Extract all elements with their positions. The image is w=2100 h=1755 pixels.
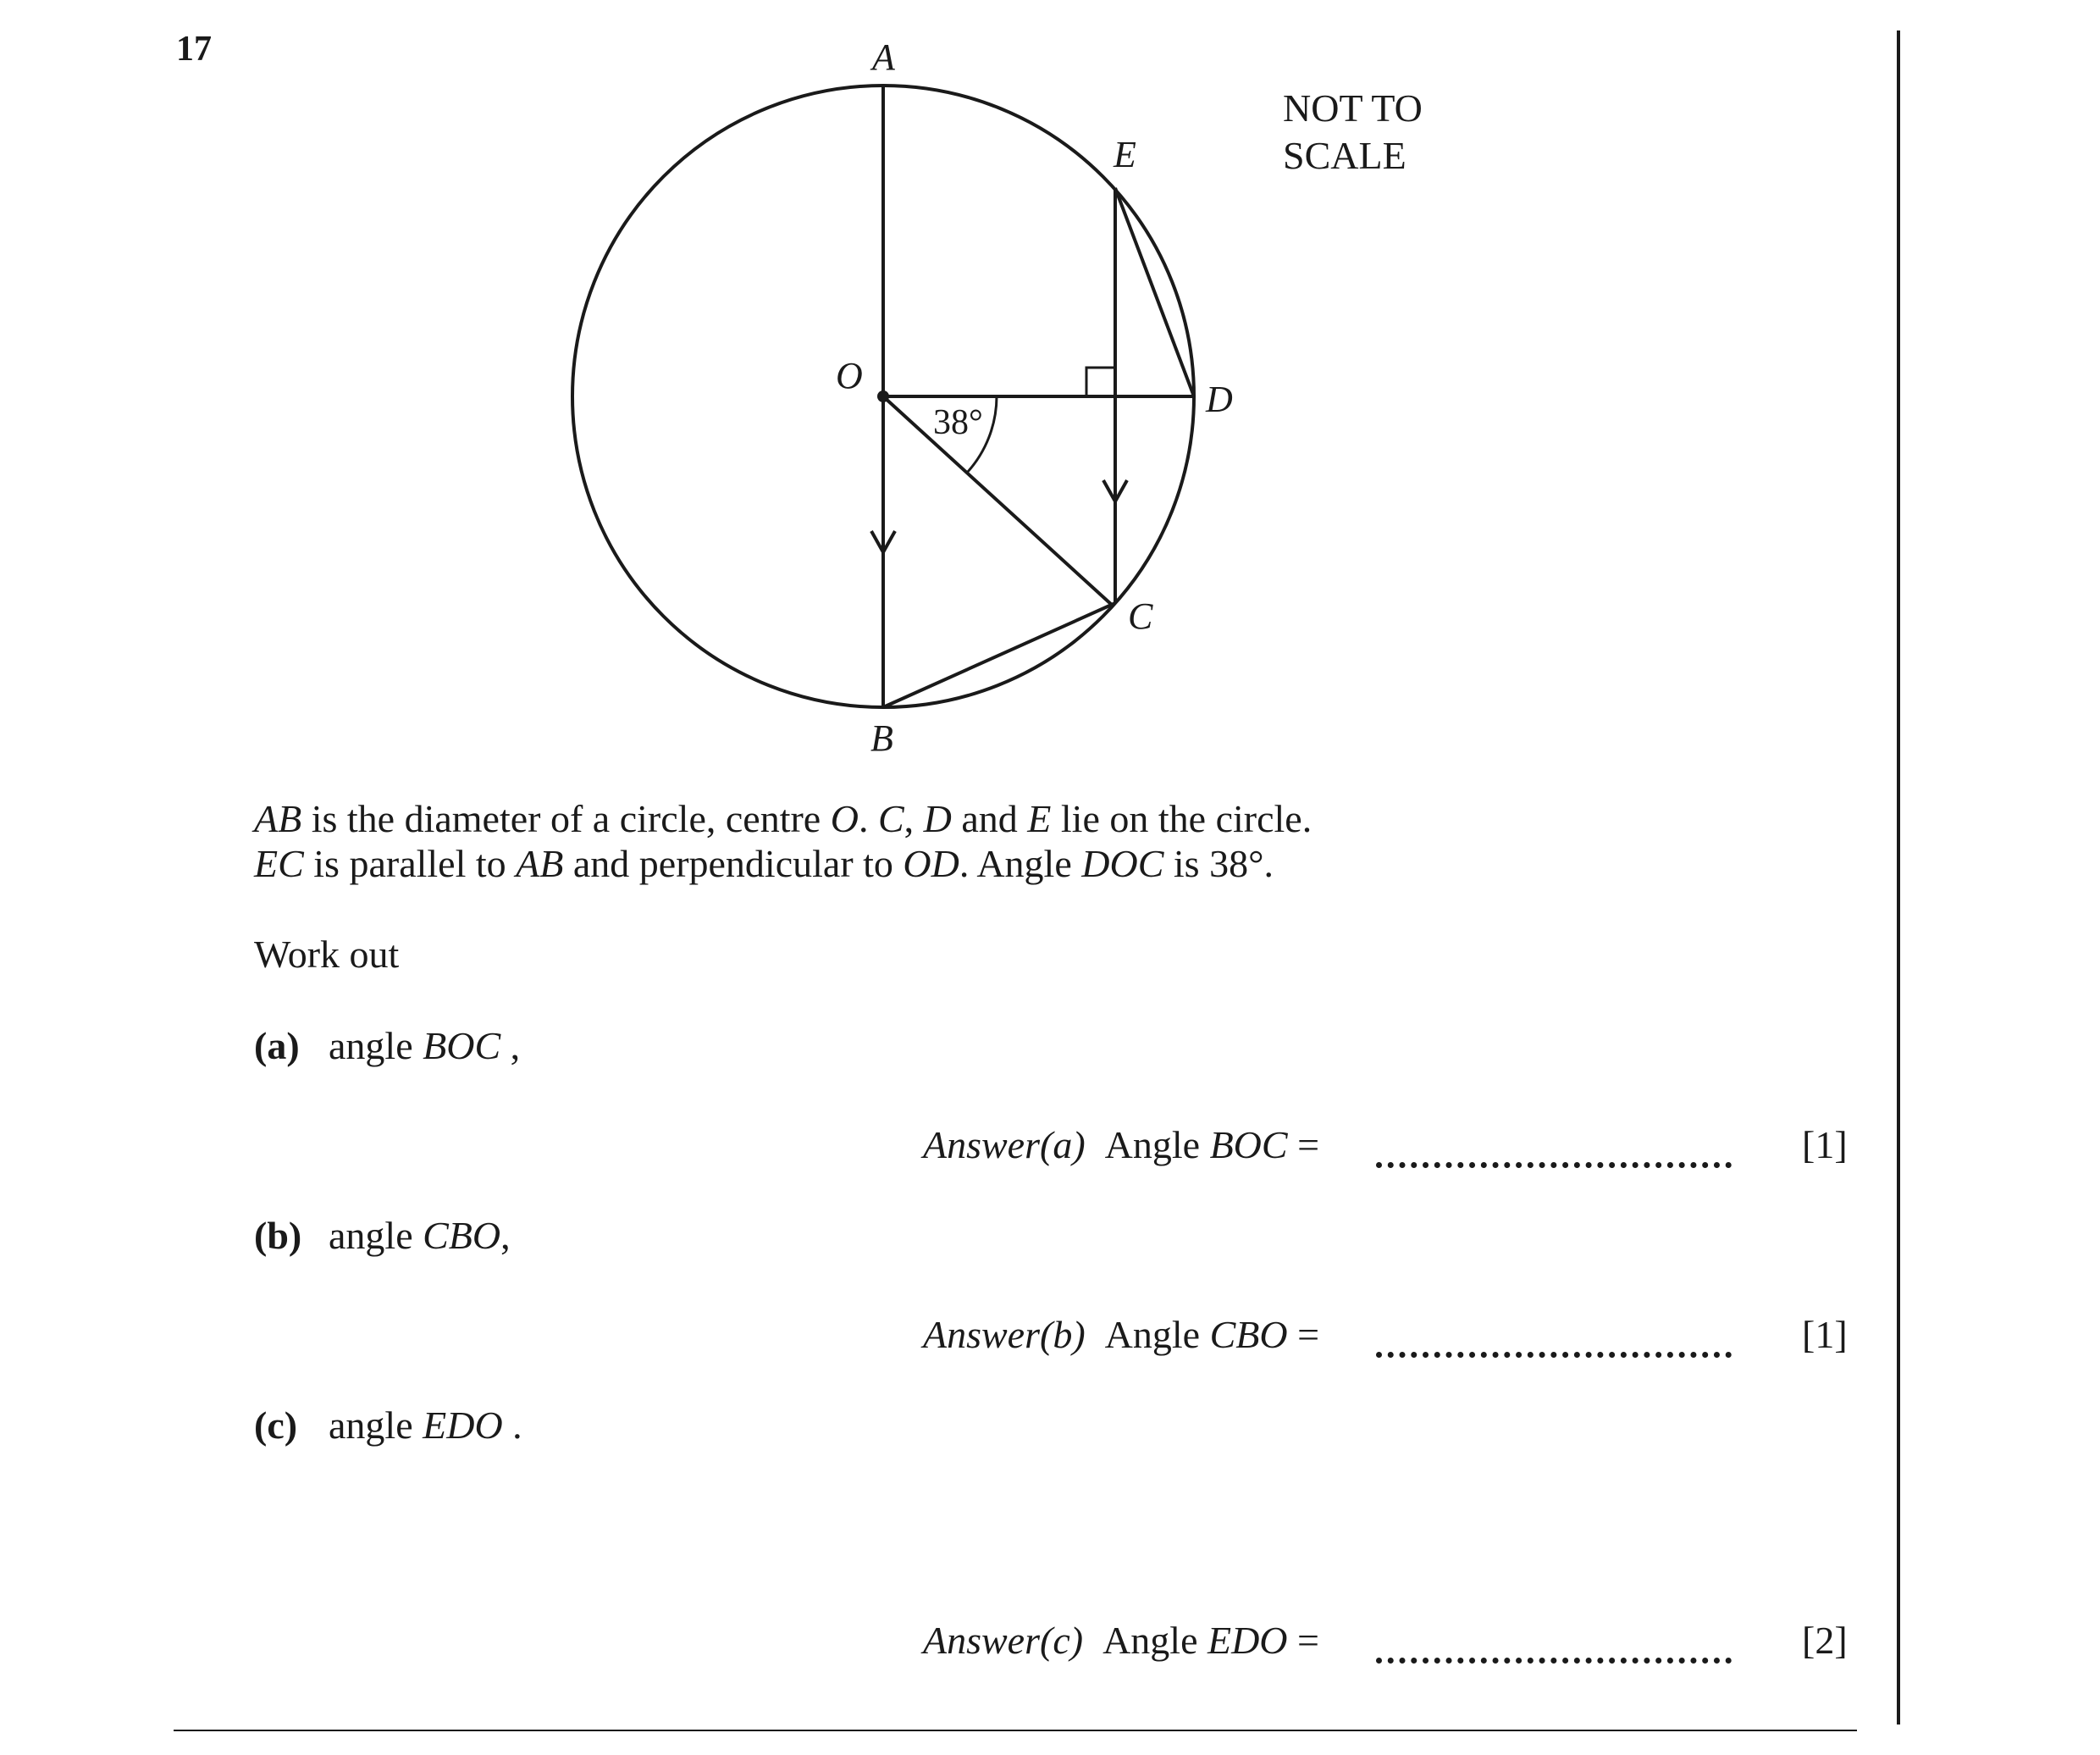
work-out-heading: Work out (254, 933, 400, 976)
part-a-question (254, 1023, 520, 1068)
not-to-scale-note (1283, 85, 1423, 180)
stem-seg: , (904, 797, 924, 840)
stem-seg: is parallel to (303, 842, 517, 885)
answer-text: Angle (1102, 1619, 1208, 1662)
not-to-scale-line1: NOT TO (1283, 86, 1423, 130)
question-stem (254, 796, 1312, 886)
part-text: angle (329, 1214, 423, 1257)
stem-seg: . (858, 797, 878, 840)
answer-angle: CBO (1209, 1313, 1288, 1356)
part-angle: BOC (423, 1024, 501, 1067)
stem-seg: DOC (1081, 842, 1164, 885)
answer-b-label (923, 1312, 1319, 1357)
stem-seg: C (877, 797, 904, 840)
part-angle: CBO (423, 1214, 501, 1257)
stem-seg: and perpendicular to (563, 842, 904, 885)
part-label: (b) (254, 1214, 302, 1257)
answer-tag: Answer(a) (923, 1123, 1086, 1166)
part-angle: EDO (423, 1403, 503, 1447)
right-angle-marker (1086, 368, 1115, 396)
stem-seg: EC (254, 842, 304, 885)
stem-seg: AB (516, 842, 564, 885)
circle-diagram (0, 0, 2100, 796)
stem-seg: and (951, 797, 1028, 840)
centre-point (877, 390, 889, 402)
stem-seg: lie on the circle. (1051, 797, 1312, 840)
answer-eq: = (1287, 1619, 1319, 1662)
stem-seg: D (923, 797, 952, 840)
label-a: A (872, 36, 895, 78)
stem-line-2 (254, 841, 1312, 886)
stem-seg: is 38°. (1163, 842, 1274, 885)
chord-ed (1115, 188, 1194, 396)
part-c-question (254, 1403, 522, 1448)
stem-seg: . Angle (959, 842, 1082, 885)
label-e: E (1114, 134, 1136, 175)
answer-c-input-line[interactable] (1376, 1658, 1732, 1664)
answer-text: Angle (1104, 1313, 1210, 1356)
answer-tag: Answer(c) (923, 1619, 1084, 1662)
answer-c-label (923, 1618, 1319, 1663)
angle-38-label: 38° (933, 403, 983, 442)
part-suffix: , (500, 1024, 521, 1067)
marks-a: [1] (1802, 1123, 1848, 1166)
label-c: C (1128, 595, 1153, 637)
answer-eq: = (1287, 1123, 1320, 1166)
answer-angle: BOC (1209, 1123, 1288, 1166)
label-d: D (1206, 379, 1233, 420)
chord-bc (883, 603, 1115, 707)
part-text: angle (329, 1403, 423, 1447)
part-suffix: , (500, 1214, 511, 1257)
answer-angle: EDO (1207, 1619, 1288, 1662)
part-suffix: . (502, 1403, 522, 1447)
bottom-rule (174, 1730, 1857, 1731)
radius-oc (883, 396, 1113, 606)
question-number: 17 (176, 30, 212, 69)
label-o: O (836, 355, 863, 396)
answer-text: Angle (1104, 1123, 1210, 1166)
marks-b: [1] (1802, 1313, 1848, 1356)
stem-seg: AB (254, 797, 302, 840)
answer-b-input-line[interactable] (1376, 1352, 1732, 1358)
stem-line-1 (254, 796, 1312, 841)
answer-eq: = (1287, 1313, 1320, 1356)
marks-c: [2] (1802, 1619, 1848, 1662)
not-to-scale-line2: SCALE (1283, 134, 1406, 177)
label-b: B (870, 717, 893, 759)
part-label: (c) (254, 1403, 298, 1447)
stem-seg: O (830, 797, 859, 840)
part-b-question (254, 1213, 511, 1258)
answer-a-label (923, 1122, 1319, 1167)
answer-a-input-line[interactable] (1376, 1162, 1732, 1168)
answer-tag: Answer(b) (923, 1313, 1086, 1356)
part-label: (a) (254, 1024, 300, 1067)
stem-seg: OD (903, 842, 959, 885)
stem-seg: is the diameter of a circle, centre (301, 797, 831, 840)
part-text: angle (329, 1024, 423, 1067)
stem-seg: E (1027, 797, 1052, 840)
